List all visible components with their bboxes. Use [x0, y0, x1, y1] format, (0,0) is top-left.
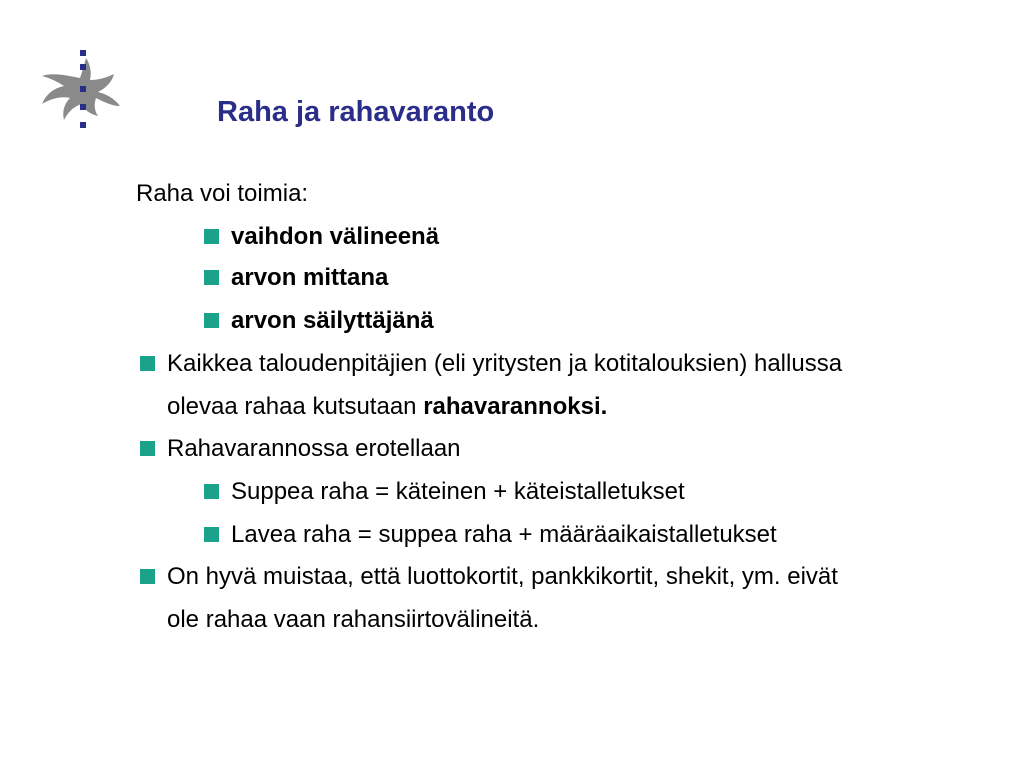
- point2-sub-item-2: Lavea raha = suppea raha + määräaikaistalletukset: [231, 521, 777, 548]
- point1-line2-text: olevaa rahaa kutsutaan: [167, 393, 424, 420]
- bullet-square-icon: [204, 527, 219, 542]
- bullet-square-icon: [204, 484, 219, 499]
- point2-sub-item-1: Suppea raha = käteinen + käteistalletukset: [231, 478, 685, 505]
- slide-title: Raha ja rahavaranto: [217, 96, 495, 128]
- point1-line1: Kaikkea taloudenpitäjien (eli yritysten ja kotitalouksien) hallussa: [167, 350, 843, 377]
- intro-text: Raha voi toimia:: [136, 180, 309, 207]
- bullet-square-icon: [204, 313, 219, 328]
- function-item-3: arvon säilyttäjänä: [231, 307, 434, 334]
- function-item-2: arvon mittana: [231, 264, 389, 291]
- point2-text: Rahavarannossa erotellaan: [167, 435, 461, 462]
- point3-line2: ole rahaa vaan rahansiirtovälineitä.: [167, 606, 540, 633]
- point1-line2: [167, 393, 607, 421]
- bullet-square-icon: [140, 441, 155, 456]
- bullet-square-icon: [204, 229, 219, 244]
- function-item-1: vaihdon välineenä: [231, 223, 440, 250]
- bullet-square-icon: [204, 270, 219, 285]
- bullet-square-icon: [140, 569, 155, 584]
- point1-line2-bold: rahavarannoksi.: [423, 393, 608, 420]
- point3-line1: On hyvä muistaa, että luottokortit, pankkikortit, shekit, ym. eivät: [167, 563, 838, 590]
- bullet-square-icon: [140, 356, 155, 371]
